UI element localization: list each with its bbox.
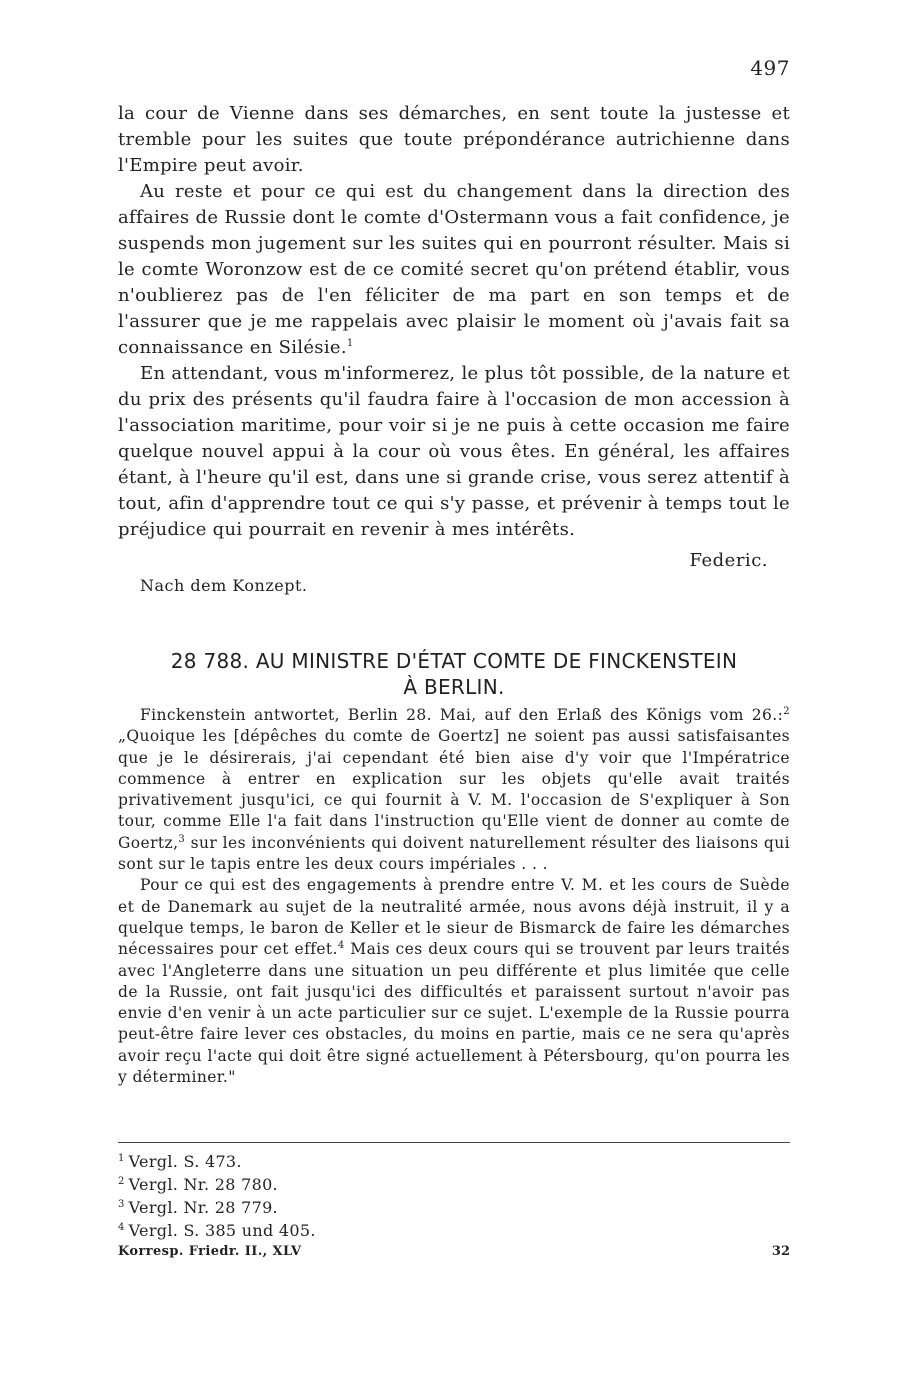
footnote-ref-4: 4 xyxy=(337,940,345,952)
heading-line-2: À BERLIN. xyxy=(403,675,505,699)
footnote-ref-3: 3 xyxy=(178,833,186,845)
reply-1-quote: „Quoique les [dépêches du comte de Goertz] ne soient pas aussi satisfaisantes que je le désirerais, j'ai cependant été bien aise d'y voir que l'Impératrice commence à entrer en explication sur les objets qu'elle avait traités privativement jusqu'ici, ce qui fournit à V. M. l'occasion de S'expliquer à Son tour, comme Elle l'a fait dans l'instruction qu'Elle vient de donner au comte de Goertz, xyxy=(118,727,790,852)
footnote-ref-2: 2 xyxy=(783,705,790,717)
footnote-text: Vergl. S. 473. xyxy=(128,1152,242,1171)
footnote-text: Vergl. Nr. 28 779. xyxy=(128,1198,278,1217)
footnote-mark: 2 xyxy=(118,1175,125,1187)
paragraph-presents: En attendant, vous m'informerez, le plus tôt possible, de la nature et du prix des présents qu'il faudra faire à l'occasion de mon accession à l'association maritime, pour voir si je ne puis à cette occasion me faire quelque nouvel appui à la cour où vous êtes. En général, les affaires étant, à l'heure qu'il est, dans une si grande crise, vous serez attentif à tout, afin d'apprendre tout ce qui s'y passe, et prévenir à temps tout le préjudice qui pourrait en revenir à mes intérêts. xyxy=(118,363,790,540)
source-note: Nach dem Konzept. xyxy=(140,576,308,595)
footnote-1 xyxy=(118,1150,518,1173)
footnote-divider xyxy=(118,1142,790,1143)
footer-signature: Korresp. Friedr. II., XLV xyxy=(118,1244,302,1259)
letter-body xyxy=(118,101,790,543)
footnote-ref-1: 1 xyxy=(346,338,354,349)
paragraph-ostermann xyxy=(118,179,790,361)
heading-line-1: 28 788. AU MINISTRE D'ÉTAT COMTE DE FINCKENSTEIN xyxy=(170,649,738,673)
footnote-text: Vergl. Nr. 28 780. xyxy=(128,1175,278,1194)
footnote-mark: 1 xyxy=(118,1152,125,1164)
document-heading xyxy=(118,648,790,700)
reply-paragraph-1 xyxy=(118,705,790,875)
reply-1-end: sur les inconvénients qui doivent naturellement résulter des liaisons qui sont sur le tapis entre les deux cours impériales . . . xyxy=(118,833,790,874)
footer-sheet-number: 32 xyxy=(771,1244,790,1259)
footnote-3 xyxy=(118,1196,518,1219)
footnote-mark: 3 xyxy=(118,1198,125,1210)
footnote-mark: 4 xyxy=(118,1221,125,1233)
paragraph-ostermann-text: Au reste et pour ce qui est du changement dans la direction des affaires de Russie dont le comte d'Ostermann vous a fait confidence, je suspends mon jugement sur les suites qui en pourront résulter. Mais si le comte Woronzow est de ce comité secret qu'on prétend établir, vous n'oublierez pas de l'en féliciter de ma part en son temps et de l'assurer que je me rappelais avec plaisir le moment où j'avais fait sa connaissance en Silésie. xyxy=(118,181,790,358)
reply-1-intro: Finckenstein antwortet, Berlin 28. Mai, auf den Erlaß des Königs vom 26.: xyxy=(140,706,784,724)
footnote-4 xyxy=(118,1219,518,1242)
reply-2-end: Mais ces deux cours qui se trouvent par leurs traités avec l'Angleterre dans une situation un peu différente et plus limitée que celle de la Russie, ont fait jusqu'ici des difficultés et paraissent surtout n'avoir pas envie d'en venir à un acte particulier sur ce sujet. L'exemple de la Russie pourra peut-être faire lever ces obstacles, du moins en partie, mais ce ne sera qu'après avoir reçu l'acte qui doit être signé actuellement à Pétersbourg, qu'on pourra les y déterminer." xyxy=(118,940,790,1087)
signature: Federic. xyxy=(689,550,768,571)
footnotes xyxy=(118,1150,518,1242)
footnote-text: Vergl. S. 385 und 405. xyxy=(128,1221,316,1240)
reply-paragraph-2 xyxy=(118,875,790,1088)
footnote-2 xyxy=(118,1173,518,1196)
continuation-paragraph: la cour de Vienne dans ses démarches, en sent toute la justesse et tremble pour les suites que toute prépondérance autrichienne dans l'Empire peut avoir. xyxy=(118,103,790,176)
page-number: 497 xyxy=(750,56,790,80)
reply-summary xyxy=(118,705,790,1088)
reply-2-start: Pour ce qui est des engagements à prendre entre V. M. et les cours de Suède et de Danemark au sujet de la neutralité armée, nous avons déjà instruit, il y a quelque temps, le baron de Keller et le sieur de Bismarck de faire les démarches nécessaires pour cet effet. xyxy=(118,876,790,959)
